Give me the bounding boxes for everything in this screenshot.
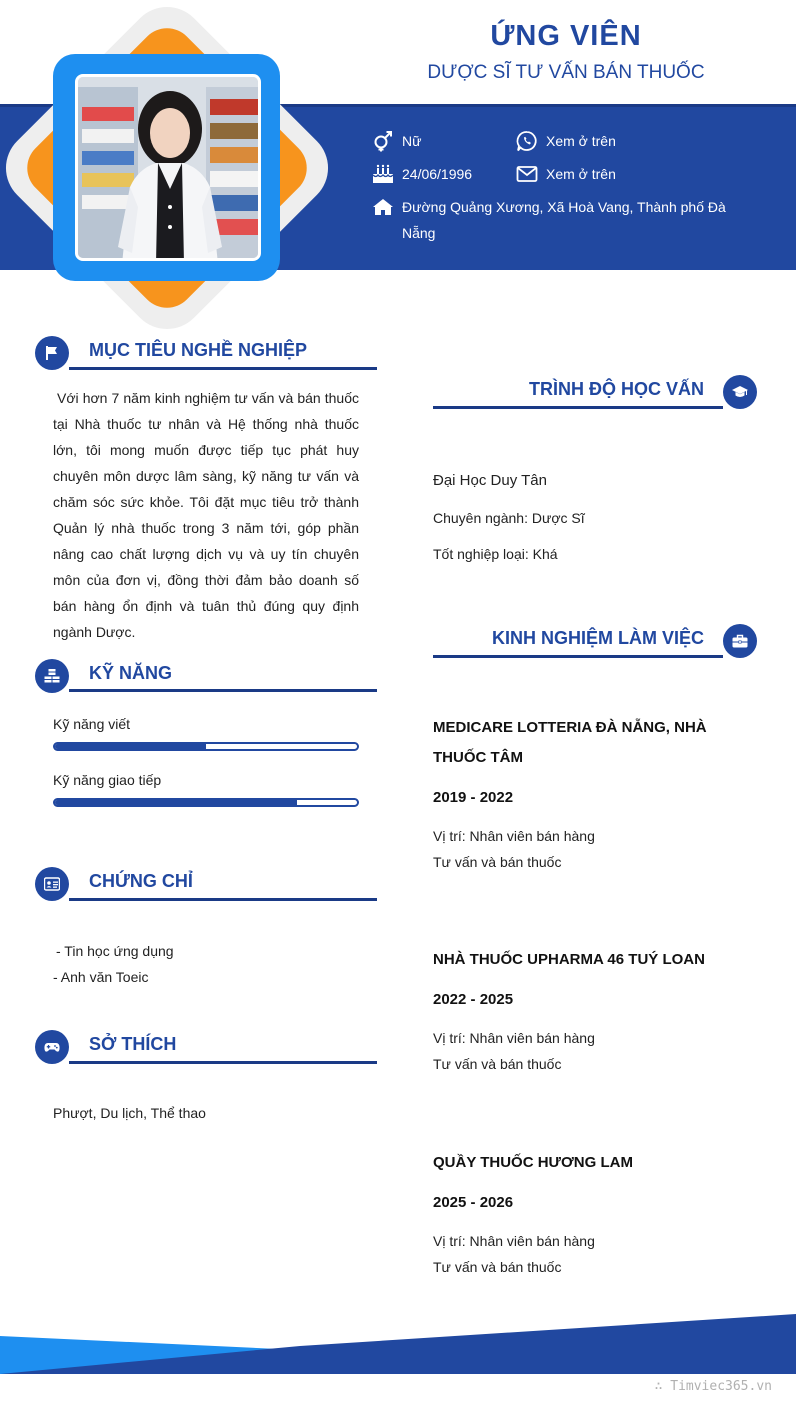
skill-label-communication: Kỹ năng giao tiếp bbox=[53, 772, 162, 788]
job-title: DƯỢC SĨ TƯ VẤN BÁN THUỐC bbox=[427, 62, 705, 83]
skill-fill-writing bbox=[55, 744, 206, 749]
envelope-icon bbox=[516, 163, 538, 185]
cubes-icon bbox=[44, 668, 60, 684]
skills-underline bbox=[69, 689, 377, 692]
education-icon-circle bbox=[723, 375, 757, 409]
experience-company: MEDICARE LOTTERIA ĐÀ NẴNG, NHÀ THUỐC TÂM bbox=[433, 719, 707, 766]
home-icon bbox=[372, 196, 394, 218]
certificate-item: - Anh văn Toeic bbox=[53, 969, 149, 985]
experience-company: NHÀ THUỐC UPHARMA 46 TUÝ LOAN bbox=[433, 951, 705, 968]
education-school: Đại Học Duy Tân bbox=[433, 472, 547, 489]
education-underline bbox=[433, 406, 723, 409]
certificates-icon-circle bbox=[35, 867, 69, 901]
address-line-1: Đường Quảng Xương, Xã Hoà Vang, Thành phố Đà bbox=[402, 199, 726, 215]
experience-title: KINH NGHIỆM LÀM VIỆC bbox=[491, 628, 704, 648]
skills-title: KỸ NĂNG bbox=[89, 663, 173, 683]
gender-value: Nữ bbox=[402, 133, 422, 149]
whatsapp-icon bbox=[516, 130, 538, 152]
address-line-2: Nẵng bbox=[402, 225, 436, 241]
experience-position: Vị trí: Nhân viên bán hàng bbox=[433, 828, 595, 844]
hobbies-underline bbox=[69, 1061, 377, 1064]
gamepad-icon bbox=[44, 1039, 60, 1055]
birthday-value: 24/06/1996 bbox=[402, 166, 473, 182]
footer-wave bbox=[0, 1312, 800, 1376]
hobbies-title: SỞ THÍCH bbox=[89, 1034, 177, 1054]
certificates-underline bbox=[69, 898, 377, 901]
experience-company: QUẦY THUỐC HƯƠNG LAM bbox=[433, 1154, 633, 1171]
experience-time: 2019 - 2022 bbox=[433, 789, 514, 806]
graduation-cap-icon bbox=[732, 384, 748, 400]
objective-icon-circle bbox=[35, 336, 69, 370]
skill-label-writing: Kỹ năng viết bbox=[53, 716, 131, 732]
avatar bbox=[75, 74, 261, 261]
experience-description: Tư vấn và bán thuốc bbox=[433, 1056, 562, 1072]
skill-fill-communication bbox=[55, 800, 297, 805]
watermark: ∴ Timviec365.vn bbox=[654, 1379, 772, 1394]
experience-position: Vị trí: Nhân viên bán hàng bbox=[433, 1233, 595, 1249]
experience-underline bbox=[433, 655, 723, 658]
education-title: TRÌNH ĐỘ HỌC VẤN bbox=[529, 379, 704, 399]
skill-bar-writing bbox=[53, 742, 359, 751]
experience-description: Tư vấn và bán thuốc bbox=[433, 1259, 562, 1275]
objective-underline bbox=[69, 367, 377, 370]
skills-icon-circle bbox=[35, 659, 69, 693]
experience-description: Tư vấn và bán thuốc bbox=[433, 854, 562, 870]
cake-icon bbox=[372, 163, 394, 185]
hobbies-icon-circle bbox=[35, 1030, 69, 1064]
briefcase-icon bbox=[732, 633, 748, 649]
objective-title: MỤC TIÊU NGHỀ NGHIỆP bbox=[89, 340, 308, 360]
id-card-icon bbox=[44, 876, 60, 892]
candidate-name: ỨNG VIÊN bbox=[490, 20, 642, 52]
education-major: Chuyên ngành: Dược Sĩ bbox=[433, 510, 585, 526]
certificates-title: CHỨNG CHỈ bbox=[89, 871, 193, 891]
flag-icon bbox=[44, 345, 60, 361]
experience-time: 2022 - 2025 bbox=[433, 991, 514, 1008]
hobbies-text: Phượt, Du lịch, Thể thao bbox=[53, 1105, 206, 1121]
phone-value: Xem ở trên bbox=[546, 133, 616, 149]
experience-position: Vị trí: Nhân viên bán hàng bbox=[433, 1030, 595, 1046]
skill-bar-communication bbox=[53, 798, 359, 807]
education-grade: Tốt nghiệp loại: Khá bbox=[433, 546, 558, 562]
certificate-item: - Tin học ứng dụng bbox=[56, 943, 174, 959]
experience-icon-circle bbox=[723, 624, 757, 658]
email-value: Xem ở trên bbox=[546, 166, 616, 182]
experience-time: 2025 - 2026 bbox=[433, 1194, 514, 1211]
objective-text: Với hơn 7 năm kinh nghiệm tư vấn và bán thuốc tại Nhà thuốc tư nhân và Hệ thống nhà thuốc lớn, tôi mong muốn được tiếp tục phát huy chuyên môn dược lâm sàng, kỹ năng tư vấn và chăm sóc sức khỏe. Tôi đặt mục tiêu trở thành Quản lý nhà thuốc trong 3 năm tới, góp phần nâng cao chất lượng dịch vụ và uy tín chuyên môn của đơn vị, đồng thời đảm bảo doanh số bán hàng ổn định và tuân thủ đúng quy định ngành Dược. bbox=[53, 390, 359, 640]
gender-icon bbox=[372, 130, 394, 152]
